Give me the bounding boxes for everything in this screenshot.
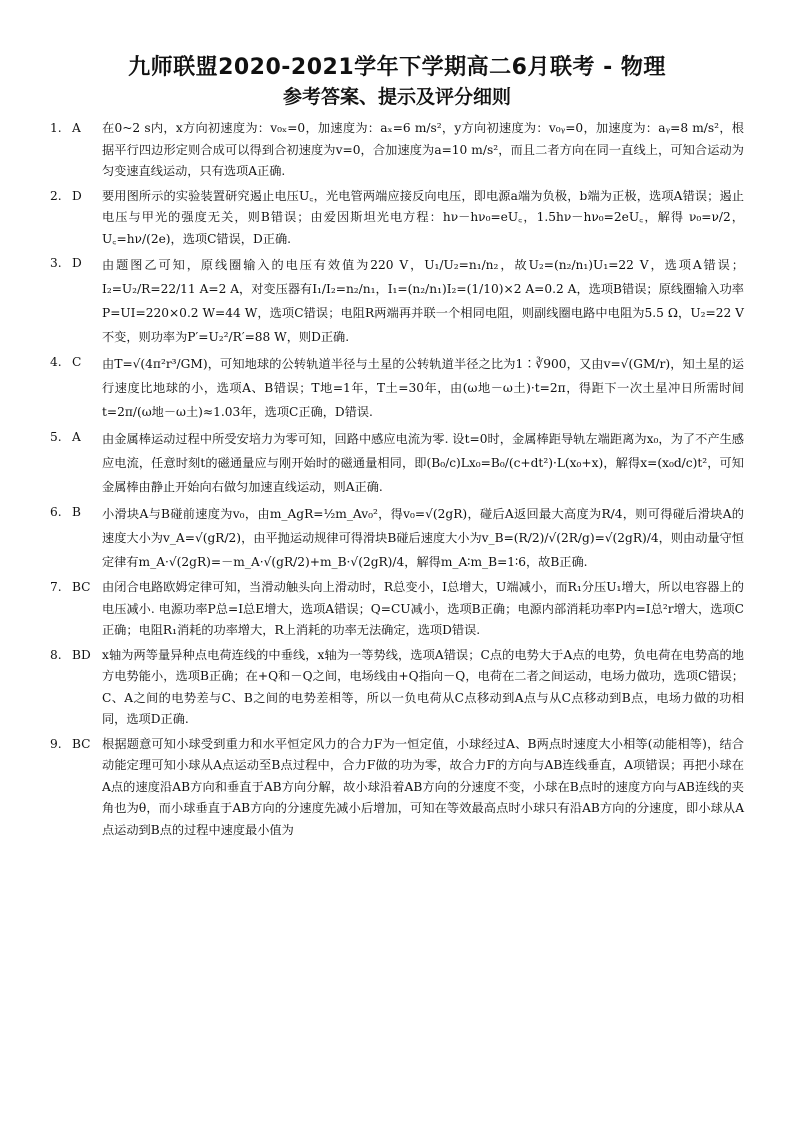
item-answer: D — [72, 188, 82, 203]
answer-item-5 — [50, 427, 744, 499]
item-explanation: 由闭合电路欧姆定律可知，当滑动触头向上滑动时，R总变小，I总增大，U端减小，而R₁分压U₁增大，所以电容器上的电压减小. 电源功率P总=I总E增大，选项A错误；Q=CU减小，选项B正确；电源内部消耗功率P内=I总²r增大，选项C正确；电阻R₁消耗的功率增大，R上消耗的功率无法确定，选项D错误. — [102, 580, 744, 637]
item-answer: A — [72, 430, 81, 444]
item-explanation: 要用图所示的实验装置研究遏止电压U꜀，光电管两端应接反向电压，即电源a端为负极，b端为正极，选项A错误；遏止电压与甲光的强度无关，则B错误；由爱因斯坦光电方程：hν－hν₀=eU꜀，1.5hν－hν₀=2eU꜀，解得 ν₀=ν/2，U꜀=hν/(2e)，选项C错误，D正确. — [102, 188, 744, 246]
item-answer: BD — [72, 647, 91, 662]
item-explanation: 由题图乙可知，原线圈输入的电压有效值为220 V，U₁/U₂=n₁/n₂，故U₂=(n₂/n₁)U₁=22 V，选项A错误；I₂=U₂/R=22/11 A=2 A，对变压器有I₁/I₂=n₂/n₁，I₁=(n₂/n₁)I₂=(1/10)×2 A=0.2 A，选项B错误；原线圈输入功率P=UI=220×0.2 W=44 W，选项C错误；电阻R两端再并联一个相同电阻，则副线圈电路中电阻为5.5 Ω，U₂=22 V不变，则功率为P′=U₂²/R′=88 W，则D正确. — [102, 258, 744, 344]
item-number: 5. — [50, 430, 62, 444]
item-number: 9. — [50, 736, 62, 751]
item-explanation: 小滑块A与B碰前速度为v₀，由m_AgR=½m_Av₀²，得v₀=√(2gR)，碰后A返回最大高度为R/4，则可得碰后滑块A的速度大小为v_A=√(gR/2)，由平抛运动规律可得滑块B碰后速度大小为v_B=(R/2)/√(2R/g)=√(2gR)/4，则由动量守恒定律有m_A·√(2gR)=－m_A·√(gR/2)+m_B·√(2gR)/4，解得m_A∶m_B=1∶6，故B正确. — [102, 507, 744, 569]
answer-item-6 — [50, 502, 744, 574]
item-number: 6. — [50, 505, 62, 519]
answer-item-2 — [50, 186, 744, 251]
item-answer: A — [72, 121, 81, 135]
item-answer: C — [72, 355, 82, 369]
item-explanation: 由金属棒运动过程中所受安培力为零可知，回路中感应电流为零. 设t=0时，金属棒距导轨左端距离为x₀，为了不产生感应电流，任意时刻t的磁通量应与刚开始时的磁通量相同，即(B₀/c)Lx₀=B₀/(c+dt²)·L(x₀+x)，解得x=(x₀d/c)t²，可知金属棒由静止开始向右做匀加速直线运动，则A正确. — [102, 432, 744, 494]
page-title: 九师联盟2020-2021学年下学期高二6月联考 - 物理 — [128, 55, 666, 80]
item-explanation: 在0~2 s内，x方向初速度为：v₀ₓ=0，加速度为：aₓ=6 m/s²，y方向初速度为：v₀ᵧ=0，加速度为：aᵧ=8 m/s²，根据平行四边形定则合成可以得到合初速度为v=0，合加速度为a=10 m/s²，而且二者方向在同一直线上，可知合运动为匀变速直线运动，只有选项A正确. — [102, 121, 744, 178]
item-answer: B — [72, 505, 81, 519]
page-subtitle: 参考答案、提示及评分细则 — [282, 86, 511, 108]
item-answer: D — [72, 256, 82, 270]
answer-item-1 — [50, 118, 744, 183]
answer-item-4 — [50, 352, 744, 424]
item-number: 7. — [50, 580, 62, 594]
item-explanation: 由T=√(4π²r³/GM)，可知地球的公转轨道半径与土星的公转轨道半径之比为1∶∛900，又由v=√(GM/r)，知土星的运行速度比地球的小，选项A、B错误；T地=1年，T土=30年，由(ω地－ω土)·t=2π，得距下一次土星冲日所需时间t=2π/(ω地－ω土)≈1.03年，选项C正确，D错误. — [102, 357, 744, 419]
answer-item-7 — [50, 577, 744, 642]
item-number: 8. — [50, 647, 62, 662]
item-answer: BC — [72, 736, 91, 751]
answer-item-8 — [50, 645, 744, 731]
item-number: 4. — [50, 355, 62, 369]
answer-item-9 — [50, 734, 744, 842]
item-explanation: x轴为两等量异种点电荷连线的中垂线，x轴为一等势线，选项A错误；C点的电势大于A点的电势，负电荷在电势高的地方电势能小，选项B正确；在+Q和－Q之间，电场线由+Q指向－Q，电荷在二者之间运动，电场力做功，选项C错误；C、A之间的电势差与C、B之间的电势差相等，所以一负电荷从C点移动到A点与从C点移动到B点，电场力做的功相同，选项D正确. — [102, 647, 744, 726]
item-explanation: 根据题意可知小球受到重力和水平恒定风力的合力F为一恒定值，小球经过A、B两点时速度大小相等(动能相等)，结合动能定理可知小球从A点运动至B点过程中，合力F做的功为零，故合力F的方向与AB连线垂直，A项错误；再把小球在A点的速度沿AB方向和垂直于AB方向分解，故小球沿着AB方向的分速度不变，小球在B点时的速度方向与AB连线的夹角也为θ，而小球垂直于AB方向的分速度先减小后增加，可知在等效最高点时小球只有沿AB方向的分速度，即小球从A点运动到B点的过程中速度最小值为 — [102, 736, 744, 837]
item-number: 2. — [50, 188, 62, 203]
answer-item-3 — [50, 253, 744, 349]
item-number: 1. — [50, 121, 62, 135]
item-answer: BC — [72, 580, 91, 594]
item-number: 3. — [50, 256, 62, 270]
